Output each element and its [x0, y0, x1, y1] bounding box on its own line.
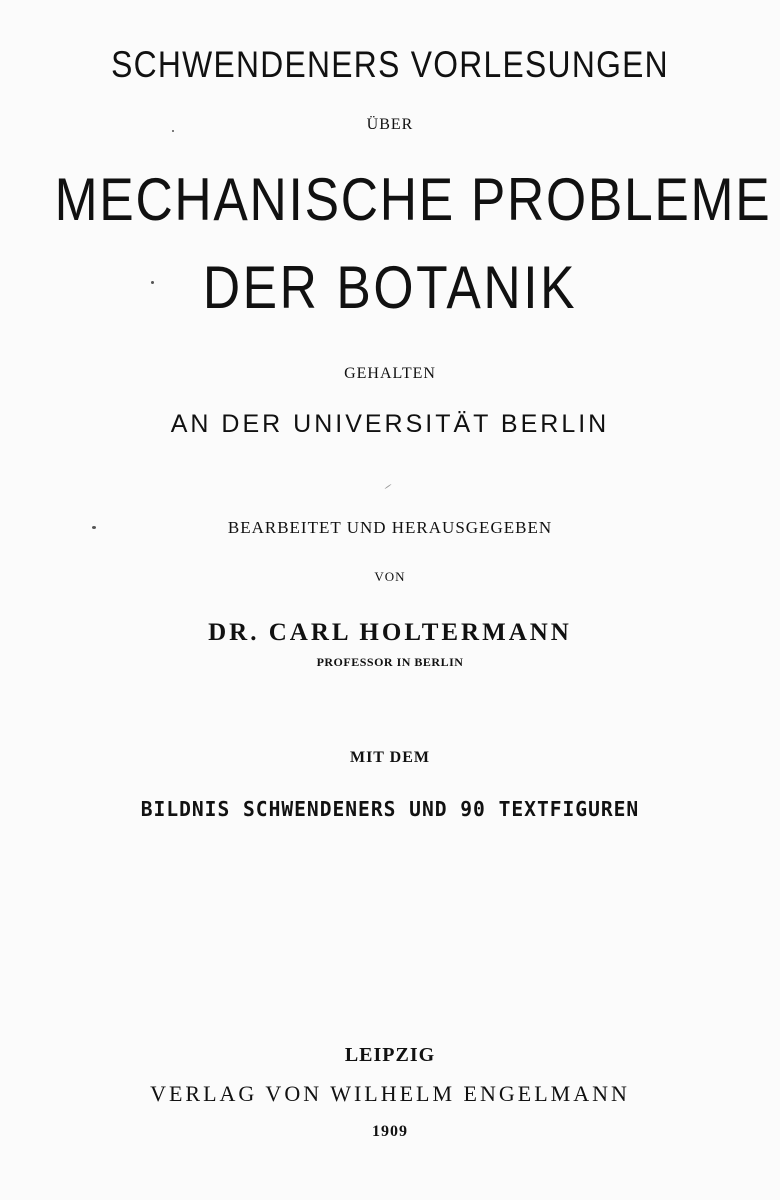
print-speck [172, 130, 174, 132]
main-title-line-1: MECHANISCHE PROBLEME [54, 166, 772, 233]
preposition-label: ÜBER [366, 116, 414, 133]
main-title-line-2: DER BOTANIK [202, 254, 578, 321]
print-speck [92, 526, 96, 529]
publication-city: LEIPZIG [344, 1044, 436, 1066]
with-label: MIT DEM [349, 749, 431, 766]
print-speck [384, 484, 391, 489]
institution-line: AN DER UNIVERSITÄT BERLIN [170, 410, 610, 438]
publication-year: 1909 [372, 1123, 408, 1140]
publisher-line: VERLAG VON WILHELM ENGELMANN [150, 1081, 630, 1106]
series-title: SCHWENDENERS VORLESUNGEN [111, 44, 669, 85]
held-label: GEHALTEN [344, 365, 436, 382]
edited-label: BEARBEITET UND HERAUSGEGEBEN [227, 518, 553, 537]
by-label: VON [374, 569, 406, 584]
contents-line: BILDNIS SCHWENDENERS UND 90 TEXTFIGUREN [140, 797, 640, 821]
print-speck [151, 281, 154, 284]
author-name: DR. CARL HOLTERMANN [208, 619, 572, 646]
author-role: PROFESSOR IN BERLIN [316, 655, 464, 669]
